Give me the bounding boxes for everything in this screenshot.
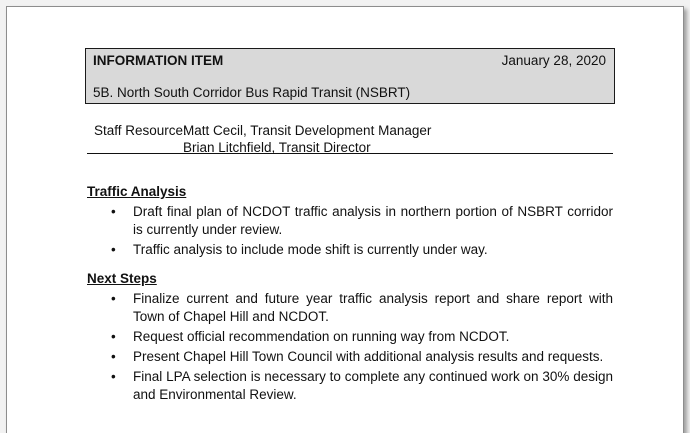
staff-name: Brian Litchfield, Transit Director xyxy=(183,140,371,155)
list-item xyxy=(87,203,613,239)
bullet-icon: • xyxy=(111,242,116,257)
list-item-text: Request official recommendation on running way from NCDOT. xyxy=(133,329,510,344)
item-date: January 28, 2020 xyxy=(501,53,606,68)
list-item xyxy=(87,290,613,326)
next-steps-heading: Next Steps xyxy=(87,271,157,286)
traffic-analysis-heading: Traffic Analysis xyxy=(87,184,187,199)
staff-resource-label: Staff Resource: xyxy=(94,123,187,138)
list-item-text: Finalize current and future year traffic analysis report and share report with Town of Chapel Hill and NCDOT. xyxy=(133,291,613,324)
bullet-icon: • xyxy=(111,204,116,219)
list-item xyxy=(87,348,613,366)
document-page xyxy=(6,6,684,433)
next-steps-list xyxy=(87,290,613,406)
list-item xyxy=(87,241,613,259)
staff-name: Matt Cecil, Transit Development Manager xyxy=(183,123,432,138)
list-item-text: Traffic analysis to include mode shift is currently under way. xyxy=(133,242,488,257)
bullet-icon: • xyxy=(111,329,116,344)
information-item-box xyxy=(85,48,615,104)
bullet-icon: • xyxy=(111,369,116,384)
bullet-icon: • xyxy=(111,349,116,364)
list-item-text: Draft final plan of NCDOT traffic analysis in northern portion of NSBRT corridor is currently under review. xyxy=(133,204,613,237)
item-type-title: INFORMATION ITEM xyxy=(93,53,224,68)
bullet-icon: • xyxy=(111,291,116,306)
staff-names xyxy=(183,122,431,156)
list-item xyxy=(87,328,613,346)
divider-line xyxy=(87,153,613,154)
item-subtitle: 5B. North South Corridor Bus Rapid Transit (NSBRT) xyxy=(93,85,411,100)
list-item-text: Present Chapel Hill Town Council with additional analysis results and requests. xyxy=(133,349,604,364)
traffic-analysis-list xyxy=(87,203,613,261)
list-item xyxy=(87,368,613,404)
list-item-text: Final LPA selection is necessary to complete any continued work on 30% design and Environmental Review. xyxy=(133,369,613,402)
